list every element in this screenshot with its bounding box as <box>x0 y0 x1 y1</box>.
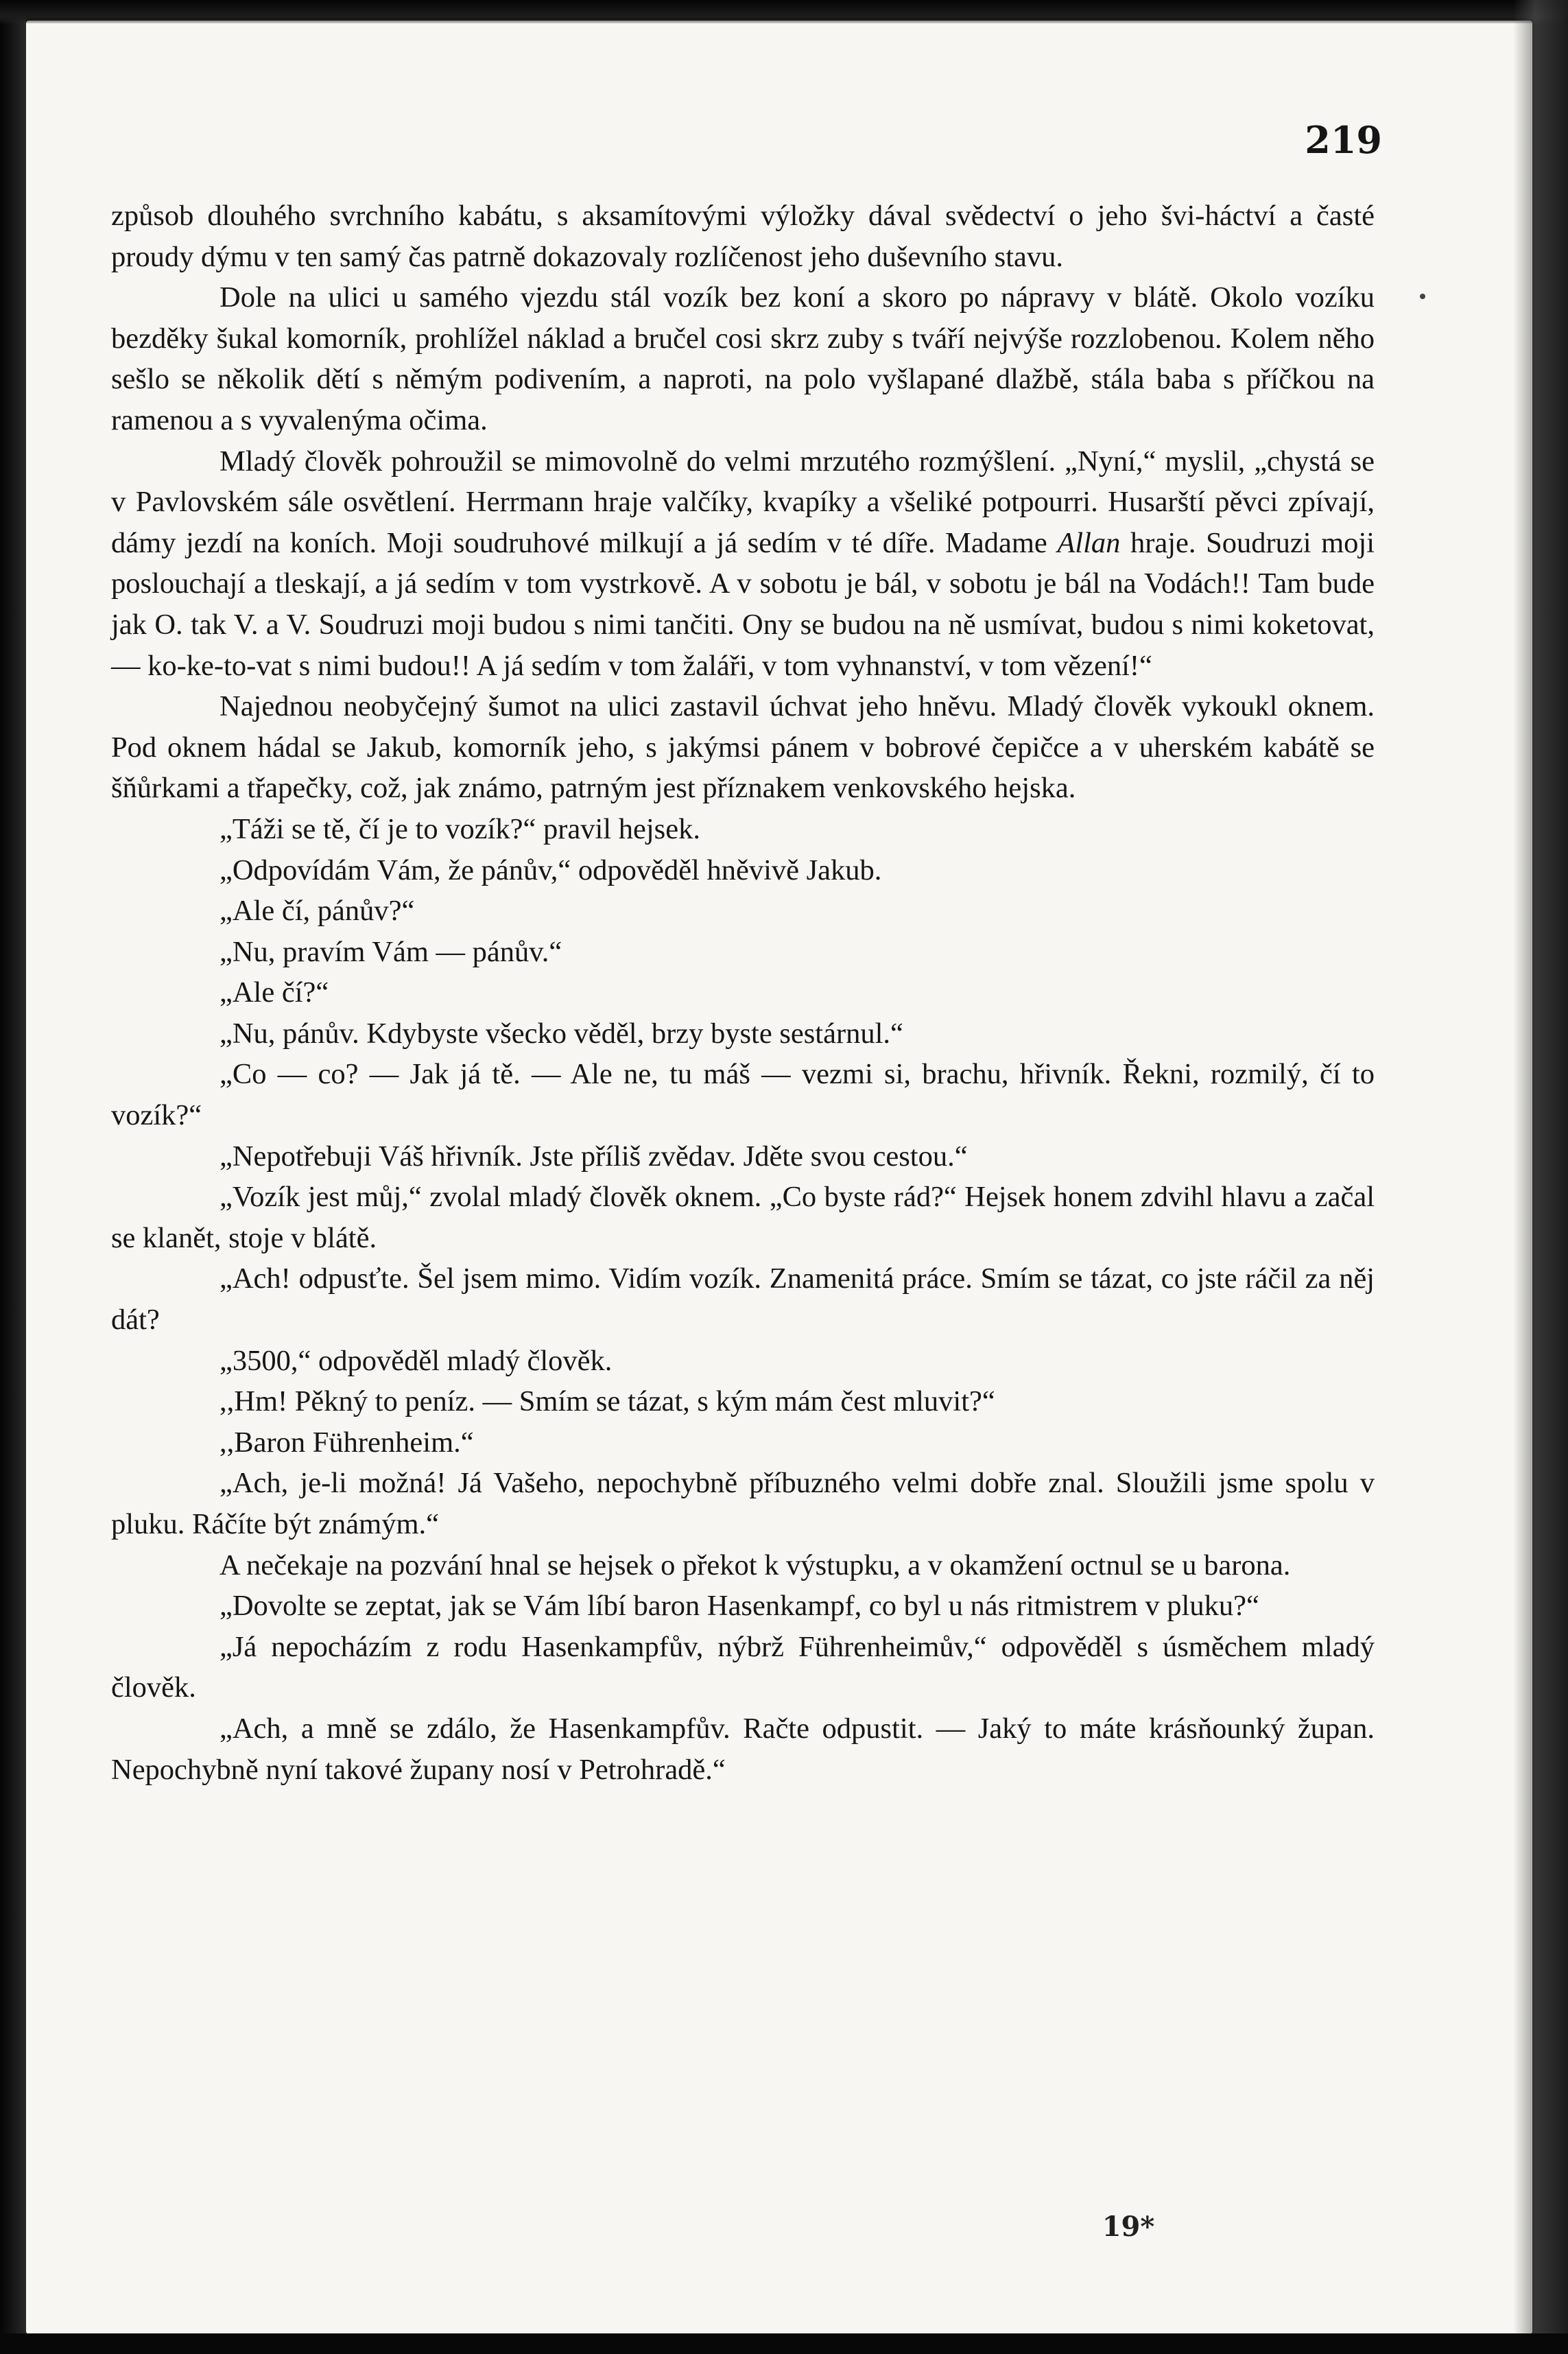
dialogue-line: „Odpovídám Vám, že pánův,“ odpověděl hněvivě Jakub. <box>219 854 882 886</box>
dialogue-line: „Nu, pravím Vám — pánův.“ <box>219 935 562 968</box>
dialogue-line: „Vozík jest můj,“ zvolal mladý člověk oknem. „Co byste rád?“ Hejsek honem zdvihl hlavu a začal se klanět, stoje v blátě. <box>111 1181 1375 1254</box>
dialogue-line: „Táži se tě, čí je to vozík?“ pravil hejsek. <box>219 812 700 845</box>
ink-speck <box>1420 294 1425 299</box>
dialogue-line: „Ach, a mně se zdálo, že Hasenkampfův. Račte odpustit. — Jaký to máte krásňounký župan. Nepochybně nyní takové župany nosí v Petrohradě.“ <box>111 1712 1375 1786</box>
page-edge-bottom <box>0 2333 1568 2354</box>
dialogue-line: „Co — co? — Jak já tě. — Ale ne, tu máš — vezmi si, brachu, hřivník. Řekni, rozmilý, čí to vozík?“ <box>111 1058 1375 1132</box>
dialogue-line: „Dovolte se zeptat, jak se Vám líbí baron Hasenkampf, co byl u nás ritmistrem v pluku?“ <box>219 1590 1259 1623</box>
dialogue-line: ,,Hm! Pěkný to peníz. — Smím se tázat, s kým mám čest mluvit?“ <box>219 1385 995 1418</box>
paragraph: A nečekaje na pozvání hnal se hejsek o překot k výstupku, a v okamžení octnul se u barona. <box>219 1549 1291 1581</box>
dialogue-line: „3500,“ odpověděl mladý člověk. <box>219 1344 613 1377</box>
binding-edge-left <box>0 0 26 2354</box>
dialogue-line: „Nu, pánův. Kdybyste všecko věděl, brzy byste sestárnul.“ <box>219 1017 903 1050</box>
page-edge-right <box>1513 0 1568 2354</box>
paragraph-text: hraje. Soudruzi moji poslouchají a tleskají, a já sedím v tom vystrkově. A v sobotu je bál, v sobotu je bál na Vodách!! Tam bude jak O. tak V. a V. Soudruzi moji budou s nimi tančiti. Ony se budou na ně usmívat, budou s nimi koketovat, — ko-ke-to-vat s nimi budou!! A já sedím v tom žaláři, v tom vyhnanství, v tom vězení!“ <box>111 526 1375 682</box>
page-number: 219 <box>1305 118 1382 162</box>
dialogue-line: „Já nepocházím z rodu Hasenkampfův, nýbrž Führenheimův,“ odpověděl s úsměchem mladý člověk. <box>111 1630 1375 1704</box>
dialogue-line: „Nepotřebuji Váš hřivník. Jste příliš zvědav. Jděte svou cestou.“ <box>219 1140 968 1173</box>
dialogue-line: „Ale čí, pánův?“ <box>219 895 415 928</box>
paragraph-text: Mladý člověk pohroužil se mimovolně do velmi mrzutého rozmýšlení. „Nyní,“ myslil, „chystá se v Pavlovském sále osvětlení. Herrmann hraje valčíky, kvapíky a všeliké potpourri. Husarští pěvci zpívají, dámy jezdí na koních. Moji soudruhové milkují a já sedím v té díře. Madame <box>111 445 1375 559</box>
italic-name: Allan <box>1057 526 1121 559</box>
dialogue-line: „Ach! odpusťte. Šel jsem mimo. Vidím vozík. Znamenitá práce. Smím se tázat, co jste ráčil za něj dát? <box>111 1262 1375 1337</box>
dialogue-line: ,,Baron Führenheim.“ <box>219 1426 474 1459</box>
dialogue-line: „Ale čí?“ <box>219 976 329 1009</box>
body-text <box>111 196 1375 1790</box>
signature-mark: 19* <box>1102 2211 1155 2243</box>
paragraph <box>111 441 1375 687</box>
page-edge-top <box>0 0 1568 23</box>
paragraph: Dole na ulici u samého vjezdu stál vozík bez koní a skoro po nápravy v blátě. Okolo vozíku bezděky šukal komorník, prohlížel náklad a bručel cosi skrz zuby s tváří nejvýše rozzlobenou. Kolem něho sešlo se několik dětí s němým podivením, a naproti, na polo vyšlapané dlažbě, stála baba s příčkou na ramenou a s vyvalenýma očima. <box>111 281 1375 436</box>
dialogue-line: „Ach, je-li možná! Já Vašeho, nepochybně příbuzného velmi dobře znal. Sloužili jsme spolu v pluku. Ráčíte být známým.“ <box>111 1467 1375 1540</box>
paragraph: Najednou neobyčejný šumot na ulici zastavil úchvat jeho hněvu. Mladý člověk vykoukl oknem. Pod oknem hádal se Jakub, komorník jeho, s jakýmsi pánem v bobrové čepičce a v uherském kabátě se šňůrkami a třapečky, což, jak známo, patrným jest příznakem venkovského hejska. <box>111 690 1375 805</box>
paragraph: způsob dlouhého svrchního kabátu, s aksamítovými výložky dával svědectví o jeho švi-háctví a časté proudy dýmu v ten samý čas patrně dokazovaly rozlíčenost jeho duševního stavu. <box>111 200 1375 273</box>
